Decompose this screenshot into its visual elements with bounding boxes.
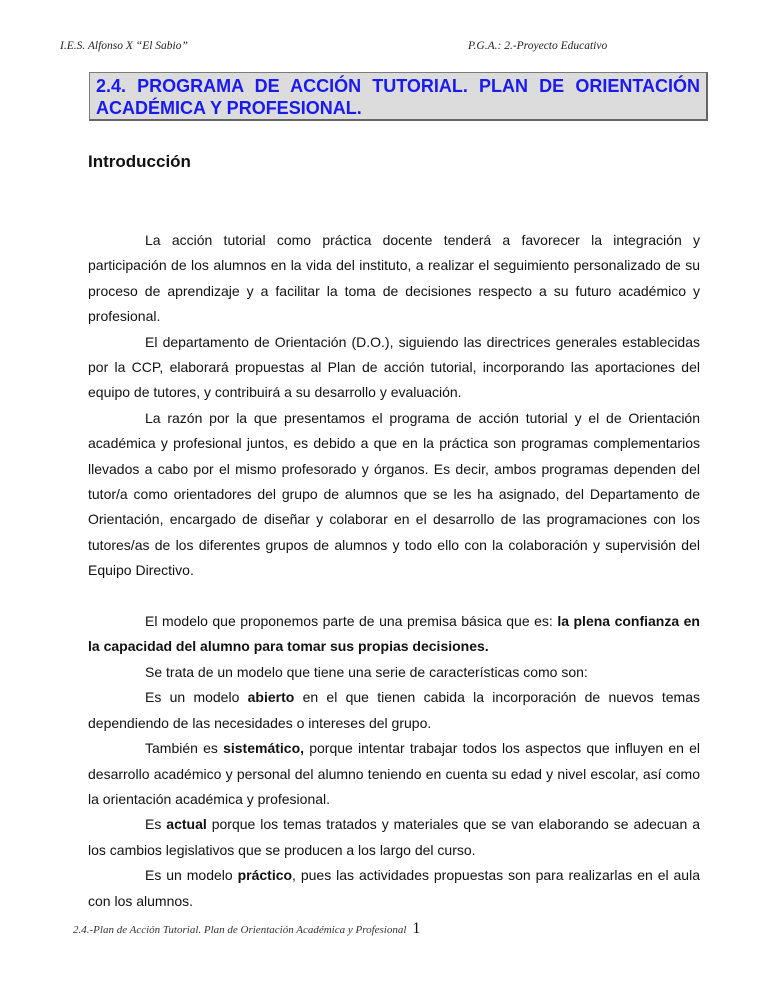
paragraph-6-emphasis: abierto xyxy=(247,689,295,706)
paragraph-7 xyxy=(88,736,700,812)
paragraph-8-post: porque los temas tratados y materiales que se van elaborando se adecuan a los cambios legislativos que se producen a los largo del curso. xyxy=(88,816,700,858)
page-footer xyxy=(73,920,420,938)
paragraph-4 xyxy=(88,609,700,660)
section-title-line-1: 2.4. PROGRAMA DE ACCIÓN TUTORIAL. PLAN DE ORIENTACIÓN xyxy=(96,76,700,96)
paragraph-gap xyxy=(88,584,700,609)
paragraph-6-post: en el que tienen cabida la incorporación de nuevos temas dependiendo de las necesidades o intereses del grupo. xyxy=(88,689,700,731)
paragraph-9-post: , pues las actividades propuestas son para realizarlas en el aula con los alumnos. xyxy=(88,867,700,909)
footer-text: 2.4.-Plan de Acción Tutorial. Plan de Orientación Académica y Profesional xyxy=(73,924,407,936)
paragraph-7-emphasis: sistemático, xyxy=(223,740,305,757)
body-text xyxy=(88,228,700,914)
paragraph-8 xyxy=(88,812,700,863)
paragraph-4-emphasis: la plena confianza en la capacidad del alumno para tomar sus propias decisiones. xyxy=(88,613,700,655)
section-title-line-2: ACADÉMICA Y PROFESIONAL. xyxy=(96,98,362,118)
paragraph-9-pre: Es un modelo xyxy=(145,867,238,884)
section-title-box xyxy=(89,72,708,121)
paragraph-1: La acción tutorial como práctica docente tenderá a favorecer la integración y participación de los alumnos en la vida del instituto, a realizar el seguimiento personalizado de su proceso de aprendizaje y a facilitar la toma de decisiones respecto a su futuro académico y profesional. xyxy=(88,232,700,325)
paragraph-4-text: El modelo que proponemos parte de una premisa básica que es: xyxy=(145,613,558,630)
paragraph-3: La razón por la que presentamos el programa de acción tutorial y el de Orientación académica y profesional juntos, es debido a que en la práctica son programas complementarios llevados a cabo por el mismo profesorado y órganos. Es decir, ambos programas dependen del tutor/a como orientadores del grupo de alumnos que se les ha asignado, del Departamento de Orientación, encargado de diseñar y colaborar en el desarrollo de las programaciones con los tutores/as de los diferentes grupos de alumnos y todo ello con la colaboración y supervisión del Equipo Directivo. xyxy=(88,409,700,579)
paragraph-2: El departamento de Orientación (D.O.), siguiendo las directrices generales establecidas por la CCP, elaborará propuestas al Plan de acción tutorial, incorporando las aportaciones del equipo de tutores, y contribuirá a su desarrollo y evaluación. xyxy=(88,333,700,401)
paragraph-7-post: porque intentar trabajar todos los aspectos que influyen en el desarrollo académico y personal del alumno teniendo en cuenta su edad y nivel escolar, así como la orientación académica y profesional. xyxy=(88,740,700,807)
paragraph-9-emphasis: práctico xyxy=(237,867,293,884)
running-header-section: P.G.A.: 2.-Proyecto Educativo xyxy=(468,40,608,52)
paragraph-6-pre: Es un modelo xyxy=(145,689,248,706)
paragraph-8-emphasis: actual xyxy=(166,816,207,833)
paragraph-8-pre: Es xyxy=(145,816,167,833)
paragraph-9 xyxy=(88,863,700,914)
paragraph-6 xyxy=(88,685,700,736)
introduction-heading: Introducción xyxy=(88,152,191,171)
running-header-school: I.E.S. Alfonso X “El Sabio” xyxy=(60,40,188,52)
page-number: 1 xyxy=(412,920,421,937)
paragraph-5: Se trata de un modelo que tiene una serie de características como son: xyxy=(145,663,588,680)
paragraph-7-pre: También es xyxy=(145,740,224,757)
